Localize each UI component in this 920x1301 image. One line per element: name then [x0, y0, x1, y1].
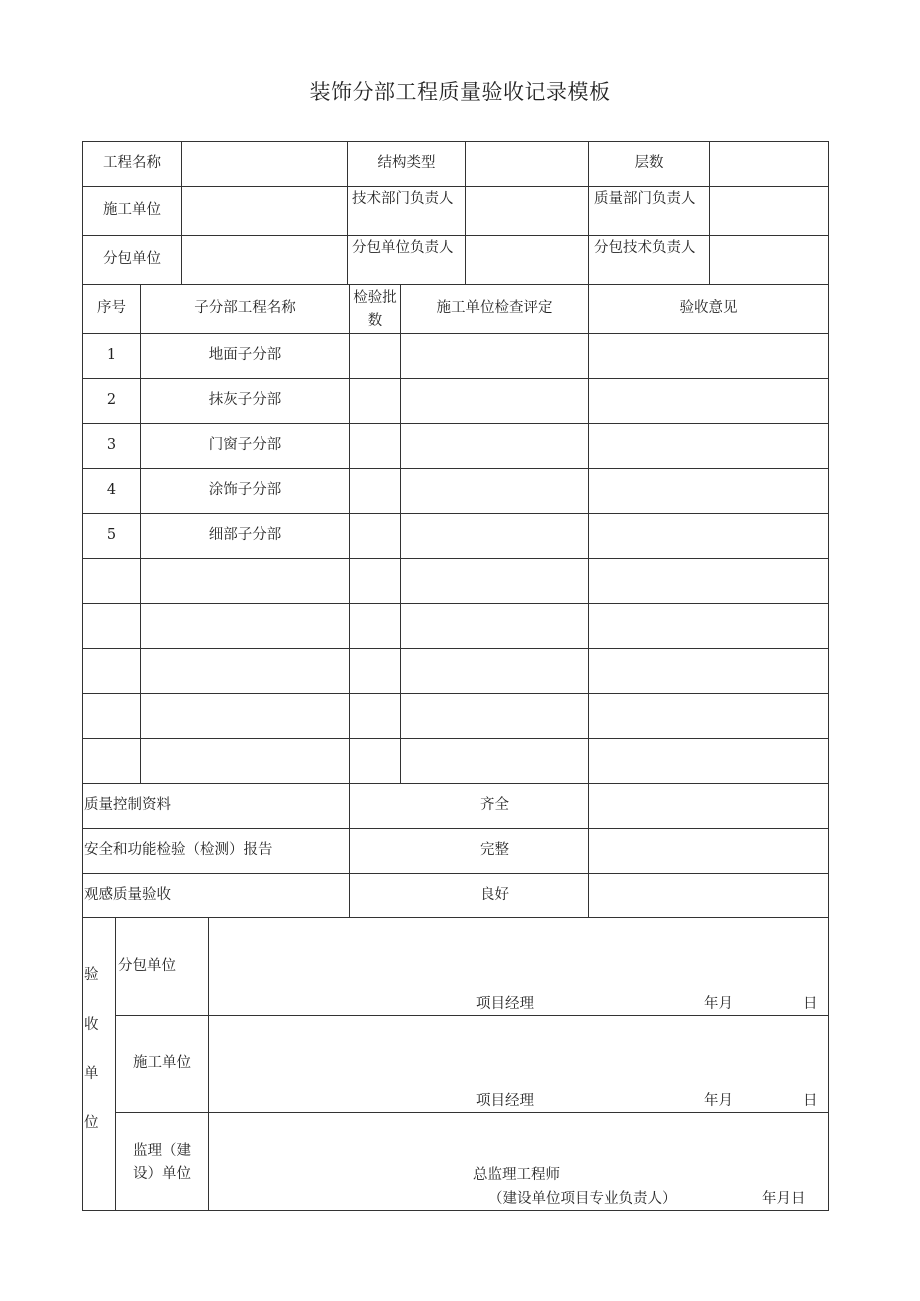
rule: [82, 873, 829, 874]
supervision-unit-label-line1: 监理（建: [133, 1143, 191, 1159]
visual-quality-label: 观感质量验收: [84, 887, 171, 903]
subcontractor-date-ym: 年月: [704, 996, 733, 1012]
rule: [82, 648, 829, 649]
rule: [82, 603, 829, 604]
row-sub-project-name: 抹灰子分部: [208, 392, 282, 408]
col-evaluation-header: 施工单位检查评定: [436, 300, 553, 316]
structure-type-value[interactable]: [466, 152, 588, 182]
safety-function-report-value: 完整: [480, 842, 509, 858]
supervision-unit-label-line2: 设）单位: [133, 1166, 191, 1182]
rule: [82, 738, 829, 739]
construction-date-d: 日: [803, 1093, 818, 1109]
subcontractor-head-label: 分包单位负责人: [352, 240, 454, 256]
rule: [82, 378, 829, 379]
supervision-date: 年月日: [762, 1191, 806, 1207]
acceptance-side-char: 单: [84, 1066, 99, 1082]
row-seq: 3: [106, 437, 117, 453]
construction-date-ym: 年月: [704, 1093, 733, 1109]
rule: [82, 468, 829, 469]
subcontractor-head-value[interactable]: [466, 239, 588, 279]
row-sub-project-name: 细部子分部: [208, 527, 282, 543]
rule: [115, 1112, 829, 1113]
chief-supervisor-label: 总监理工程师: [473, 1167, 560, 1183]
project-name-value[interactable]: [182, 152, 347, 182]
row-seq: 1: [106, 347, 117, 363]
col-sub-project-name-header: 子分部工程名称: [194, 300, 296, 316]
construction-unit-label: 施工单位: [103, 202, 161, 218]
rule: [115, 1015, 829, 1016]
visual-quality-value: 良好: [480, 887, 509, 903]
rule: [82, 141, 829, 142]
subcontractor-label: 分包单位: [103, 251, 161, 267]
row-seq: 5: [106, 527, 117, 543]
page-title: 装饰分部工程质量验收记录模板: [309, 80, 611, 104]
quality-control-docs-value: 齐全: [480, 797, 509, 813]
rule: [82, 917, 829, 918]
rule: [349, 284, 350, 917]
rule: [208, 917, 209, 1210]
rule: [82, 693, 829, 694]
row-sub-project-name: 涂饰子分部: [208, 482, 282, 498]
project-name-label: 工程名称: [103, 155, 161, 171]
row-sub-project-name: 地面子分部: [208, 347, 282, 363]
rule: [82, 783, 829, 784]
acceptance-side-char: 验: [84, 967, 99, 983]
rule: [400, 284, 401, 783]
quality-control-docs-label: 质量控制资料: [84, 797, 171, 813]
construction-unit-sign-label: 施工单位: [133, 1055, 191, 1071]
floors-value[interactable]: [710, 152, 828, 182]
col-opinion-header: 验收意见: [679, 300, 738, 316]
rule: [82, 284, 829, 285]
col-seq-header: 序号: [97, 300, 126, 316]
acceptance-side-char: 收: [84, 1017, 99, 1033]
rule: [82, 423, 829, 424]
rule: [828, 141, 829, 1211]
rule: [82, 333, 829, 334]
col-batches-header-line2: 数: [367, 313, 383, 329]
tech-dept-head-label: 技术部门负责人: [352, 191, 454, 207]
row-seq: 2: [106, 392, 117, 408]
construction-signer-label: 项目经理: [476, 1093, 534, 1109]
subcontractor-signer-label: 项目经理: [476, 996, 534, 1012]
acceptance-side-char: 位: [84, 1115, 99, 1131]
subcontractor-value[interactable]: [182, 239, 347, 279]
safety-function-report-label: 安全和功能检验（检测）报告: [84, 842, 273, 858]
owner-project-head-label: （建设单位项目专业负责人）: [488, 1191, 677, 1207]
construction-unit-value[interactable]: [182, 190, 347, 230]
rule: [82, 513, 829, 514]
rule: [82, 186, 829, 187]
subcontractor-tech-head-value[interactable]: [710, 239, 828, 279]
rule: [82, 1210, 829, 1211]
subcontractor-tech-head-label: 分包技术负责人: [594, 240, 696, 256]
row-seq: 4: [106, 482, 117, 498]
col-batches-header-line1: 检验批: [353, 290, 397, 306]
structure-type-label: 结构类型: [377, 155, 436, 171]
row-sub-project-name: 门窗子分部: [208, 437, 282, 453]
rule: [82, 828, 829, 829]
rule: [82, 558, 829, 559]
subcontractor-date-d: 日: [803, 996, 818, 1012]
tech-dept-head-value[interactable]: [466, 190, 588, 230]
rule: [588, 284, 589, 917]
quality-dept-head-value[interactable]: [710, 190, 828, 230]
quality-dept-head-label: 质量部门负责人: [594, 191, 696, 207]
rule: [82, 235, 829, 236]
floors-label: 层数: [634, 155, 664, 171]
subcontractor-unit-label: 分包单位: [118, 958, 176, 974]
